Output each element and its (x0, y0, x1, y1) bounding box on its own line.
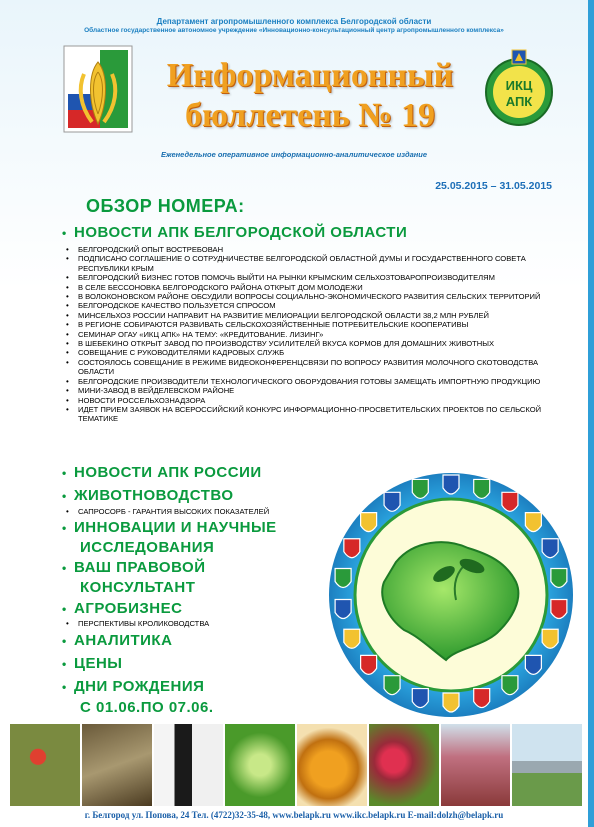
meat-photo (441, 724, 511, 806)
district-shield-icon (361, 655, 377, 674)
news-item[interactable]: • БЕЛГОРОДСКИЕ ПРОИЗВОДИТЕЛИ ТЕХНОЛОГИЧЕСКОГО ОБОРУДОВАНИЯ ГОТОВЫ ЗАМЕЩАТЬ ИМПОРТНУЮ ПРОДУКЦИЮ (62, 377, 562, 386)
district-shield-icon (502, 492, 518, 511)
district-shield-icon (443, 475, 459, 494)
apples-photo (369, 724, 439, 806)
section-birthdays-dates[interactable]: С 01.06.ПО 07.06. (80, 699, 214, 716)
contact-footer: г. Белгород ул. Попова, 24 Тел. (4722)32-35-48, www.belapk.ru www.ikc.belapk.ru E-mail:dolzh@belapk.ru (84, 810, 504, 820)
news-item[interactable]: • В СЕЛЕ БЕССОНОВКА БЕЛГОРОДСКОГО РАЙОНА ОТКРЫТ ДОМ МОЛОДЕЖИ (62, 283, 562, 292)
honey-photo (297, 724, 367, 806)
district-shield-icon (525, 513, 541, 532)
section-innovations[interactable]: • ИННОВАЦИИ И НАУЧНЫЕ (62, 519, 277, 536)
photo-strip (10, 724, 582, 806)
section-prices[interactable]: • ЦЕНЫ (62, 655, 123, 672)
bulletin-title-line1: Информационный (166, 57, 454, 94)
belgorod-news-list (62, 245, 562, 424)
news-item[interactable]: • МИНИ-ЗАВОД В ВЕЙДЕЛЕВСКОМ РАЙОНЕ (62, 386, 562, 395)
overview-title: ОБЗОР НОМЕРА: (86, 196, 245, 216)
section-agrobusiness[interactable]: • АГРОБИЗНЕС (62, 600, 183, 617)
district-shield-icon (474, 689, 490, 708)
news-item[interactable]: • БЕЛГОРОДСКИЙ ОПЫТ ВОСТРЕБОВАН (62, 245, 562, 254)
section-russia-news[interactable]: • НОВОСТИ АПК РОССИИ (62, 464, 262, 481)
logo-text-top: ИКЦ (505, 78, 533, 93)
fish-photo (82, 724, 152, 806)
institution-name: Областное государственное автономное учреждение «Инновационно-консультационный центр агропромышленного комплекса» (84, 27, 504, 34)
news-item[interactable]: • МИНСЕЛЬХОЗ РОССИИ НАПРАВИТ НА РАЗВИТИЕ МЕЛИОРАЦИИ БЕЛГОРОДСКОЙ ОБЛАСТИ 38,2 МЛН РУБЛЕЙ (62, 311, 562, 320)
bulletin-title-line2: бюллетень № 19 (185, 97, 435, 134)
farm-photo (512, 724, 582, 806)
district-shield-icon (551, 600, 567, 619)
district-shield-icon (384, 676, 400, 695)
region-map-emblem (326, 470, 576, 720)
district-shield-icon (335, 600, 351, 619)
news-item[interactable]: • ПЕРСПЕКТИВЫ КРОЛИКОВОДСТВА (62, 619, 562, 628)
news-item[interactable]: • САПРОСОРБ - ГАРАНТИЯ ВЫСОКИХ ПОКАЗАТЕЛЕЙ (62, 507, 562, 516)
district-shield-icon (542, 629, 558, 648)
section-legal-line2[interactable]: КОНСУЛЬТАНТ (80, 579, 196, 596)
section-birthdays[interactable]: • ДНИ РОЖДЕНИЯ (62, 678, 205, 695)
bulletin-subtitle: Еженедельное оперативное информационно-аналитическое издание (160, 150, 428, 159)
district-shield-icon (344, 629, 360, 648)
news-item[interactable]: • БЕЛГОРОДСКИЙ БИЗНЕС ГОТОВ ПОМОЧЬ ВЫЙТИ НА РЫНКИ КРЫМСКИМ СЕЛЬХОЗТОВАРОПРОИЗВОДИТЕЛЯМ (62, 273, 562, 282)
news-item[interactable]: • НОВОСТИ РОССЕЛЬХОЗНАДЗОРА (62, 396, 562, 405)
section-analytics[interactable]: • АНАЛИТИКА (62, 632, 173, 649)
district-shield-icon (474, 479, 490, 498)
district-shield-icon (525, 655, 541, 674)
cow-photo (154, 724, 224, 806)
section-belgorod-news[interactable]: • НОВОСТИ АПК БЕЛГОРОДСКОЙ ОБЛАСТИ (62, 224, 408, 241)
peas-photo (225, 724, 295, 806)
news-item[interactable]: • В РЕГИОНЕ СОБИРАЮТСЯ РАЗВИВАТЬ СЕЛЬСКОХОЗЯЙСТВЕННЫЕ ПОТРЕБИТЕЛЬСКИЕ КООПЕРАТИВЫ (62, 320, 562, 329)
news-item[interactable]: • БЕЛГОРОДСКОЕ КАЧЕСТВО ПОЛЬЗУЕТСЯ СПРОСОМ (62, 301, 562, 310)
issue-dates: 25.05.2015 – 31.05.2015 (435, 180, 552, 192)
district-shield-icon (542, 539, 558, 558)
ikc-apk-logo-icon (484, 46, 554, 132)
news-item[interactable]: • В ШЕБЕКИНО ОТКРЫТ ЗАВОД ПО ПРОИЗВОДСТВУ УСИЛИТЕЛЕЙ ВКУСА КОРМОВ ДЛЯ ДОМАШНИХ ЖИВОТНЫХ (62, 339, 562, 348)
department-name: Департамент агропромышленного комплекса Белгородской области (156, 17, 432, 26)
news-item[interactable]: • СЕМИНАР ОГАУ «ИКЦ АПК» НА ТЕМУ: «КРЕДИТОВАНИЕ. ЛИЗИНГ» (62, 330, 562, 339)
news-item[interactable]: • В ВОЛОКОНОВСКОМ РАЙОНЕ ОБСУДИЛИ ВОПРОСЫ СОЦИАЛЬНО-ЭКОНОМИЧЕСКОГО РАЗВИТИЯ СЕЛЬСКИХ ТЕРРИТОРИЙ (62, 292, 562, 301)
district-shield-icon (384, 492, 400, 511)
tomato-photo (10, 724, 80, 806)
news-item[interactable]: • ПОДПИСАНО СОГЛАШЕНИЕ О СОТРУДНИЧЕСТВЕ БЕЛГОРОДСКОЙ ОБЛАСТНОЙ ДУМЫ И ГОСУДАРСТВЕННОГО СОВЕТА РЕСПУБЛИКИ КРЫМ (62, 254, 562, 273)
district-shield-icon (443, 693, 459, 712)
district-shield-icon (551, 568, 567, 587)
header (0, 0, 588, 180)
district-shield-icon (412, 479, 428, 498)
news-item[interactable]: • СОВЕЩАНИЕ С РУКОВОДИТЕЛЯМИ КАДРОВЫХ СЛУЖБ (62, 348, 562, 357)
district-shield-icon (344, 539, 360, 558)
agro-emblem-icon (62, 44, 134, 134)
district-shield-icon (361, 513, 377, 532)
section-innovations-line2[interactable]: ИССЛЕДОВАНИЯ (80, 539, 215, 556)
section-legal[interactable]: • ВАШ ПРАВОВОЙ (62, 559, 206, 576)
district-shield-icon (412, 689, 428, 708)
district-shield-icon (502, 676, 518, 695)
district-shield-icon (335, 568, 351, 587)
section-livestock[interactable]: • ЖИВОТНОВОДСТВО (62, 487, 234, 504)
logo-text-bottom: АПК (505, 94, 533, 109)
news-item[interactable]: • ИДЕТ ПРИЕМ ЗАЯВОК НА ВСЕРОССИЙСКИЙ КОНКУРС ИНФОРМАЦИОННО-ПРОСВЕТИТЕЛЬСКИХ ПРОЕКТОВ ПО СЕЛЬСКОЙ ТЕМАТИКЕ (62, 405, 562, 424)
news-item[interactable]: • СОСТОЯЛОСЬ СОВЕЩАНИЕ В РЕЖИМЕ ВИДЕОКОНФЕРЕНЦСВЯЗИ ПО ВОПРОСУ РАЗВИТИЯ МОЛОЧНОГО СКОТОВОДСТВА ОБЛАСТИ (62, 358, 562, 377)
